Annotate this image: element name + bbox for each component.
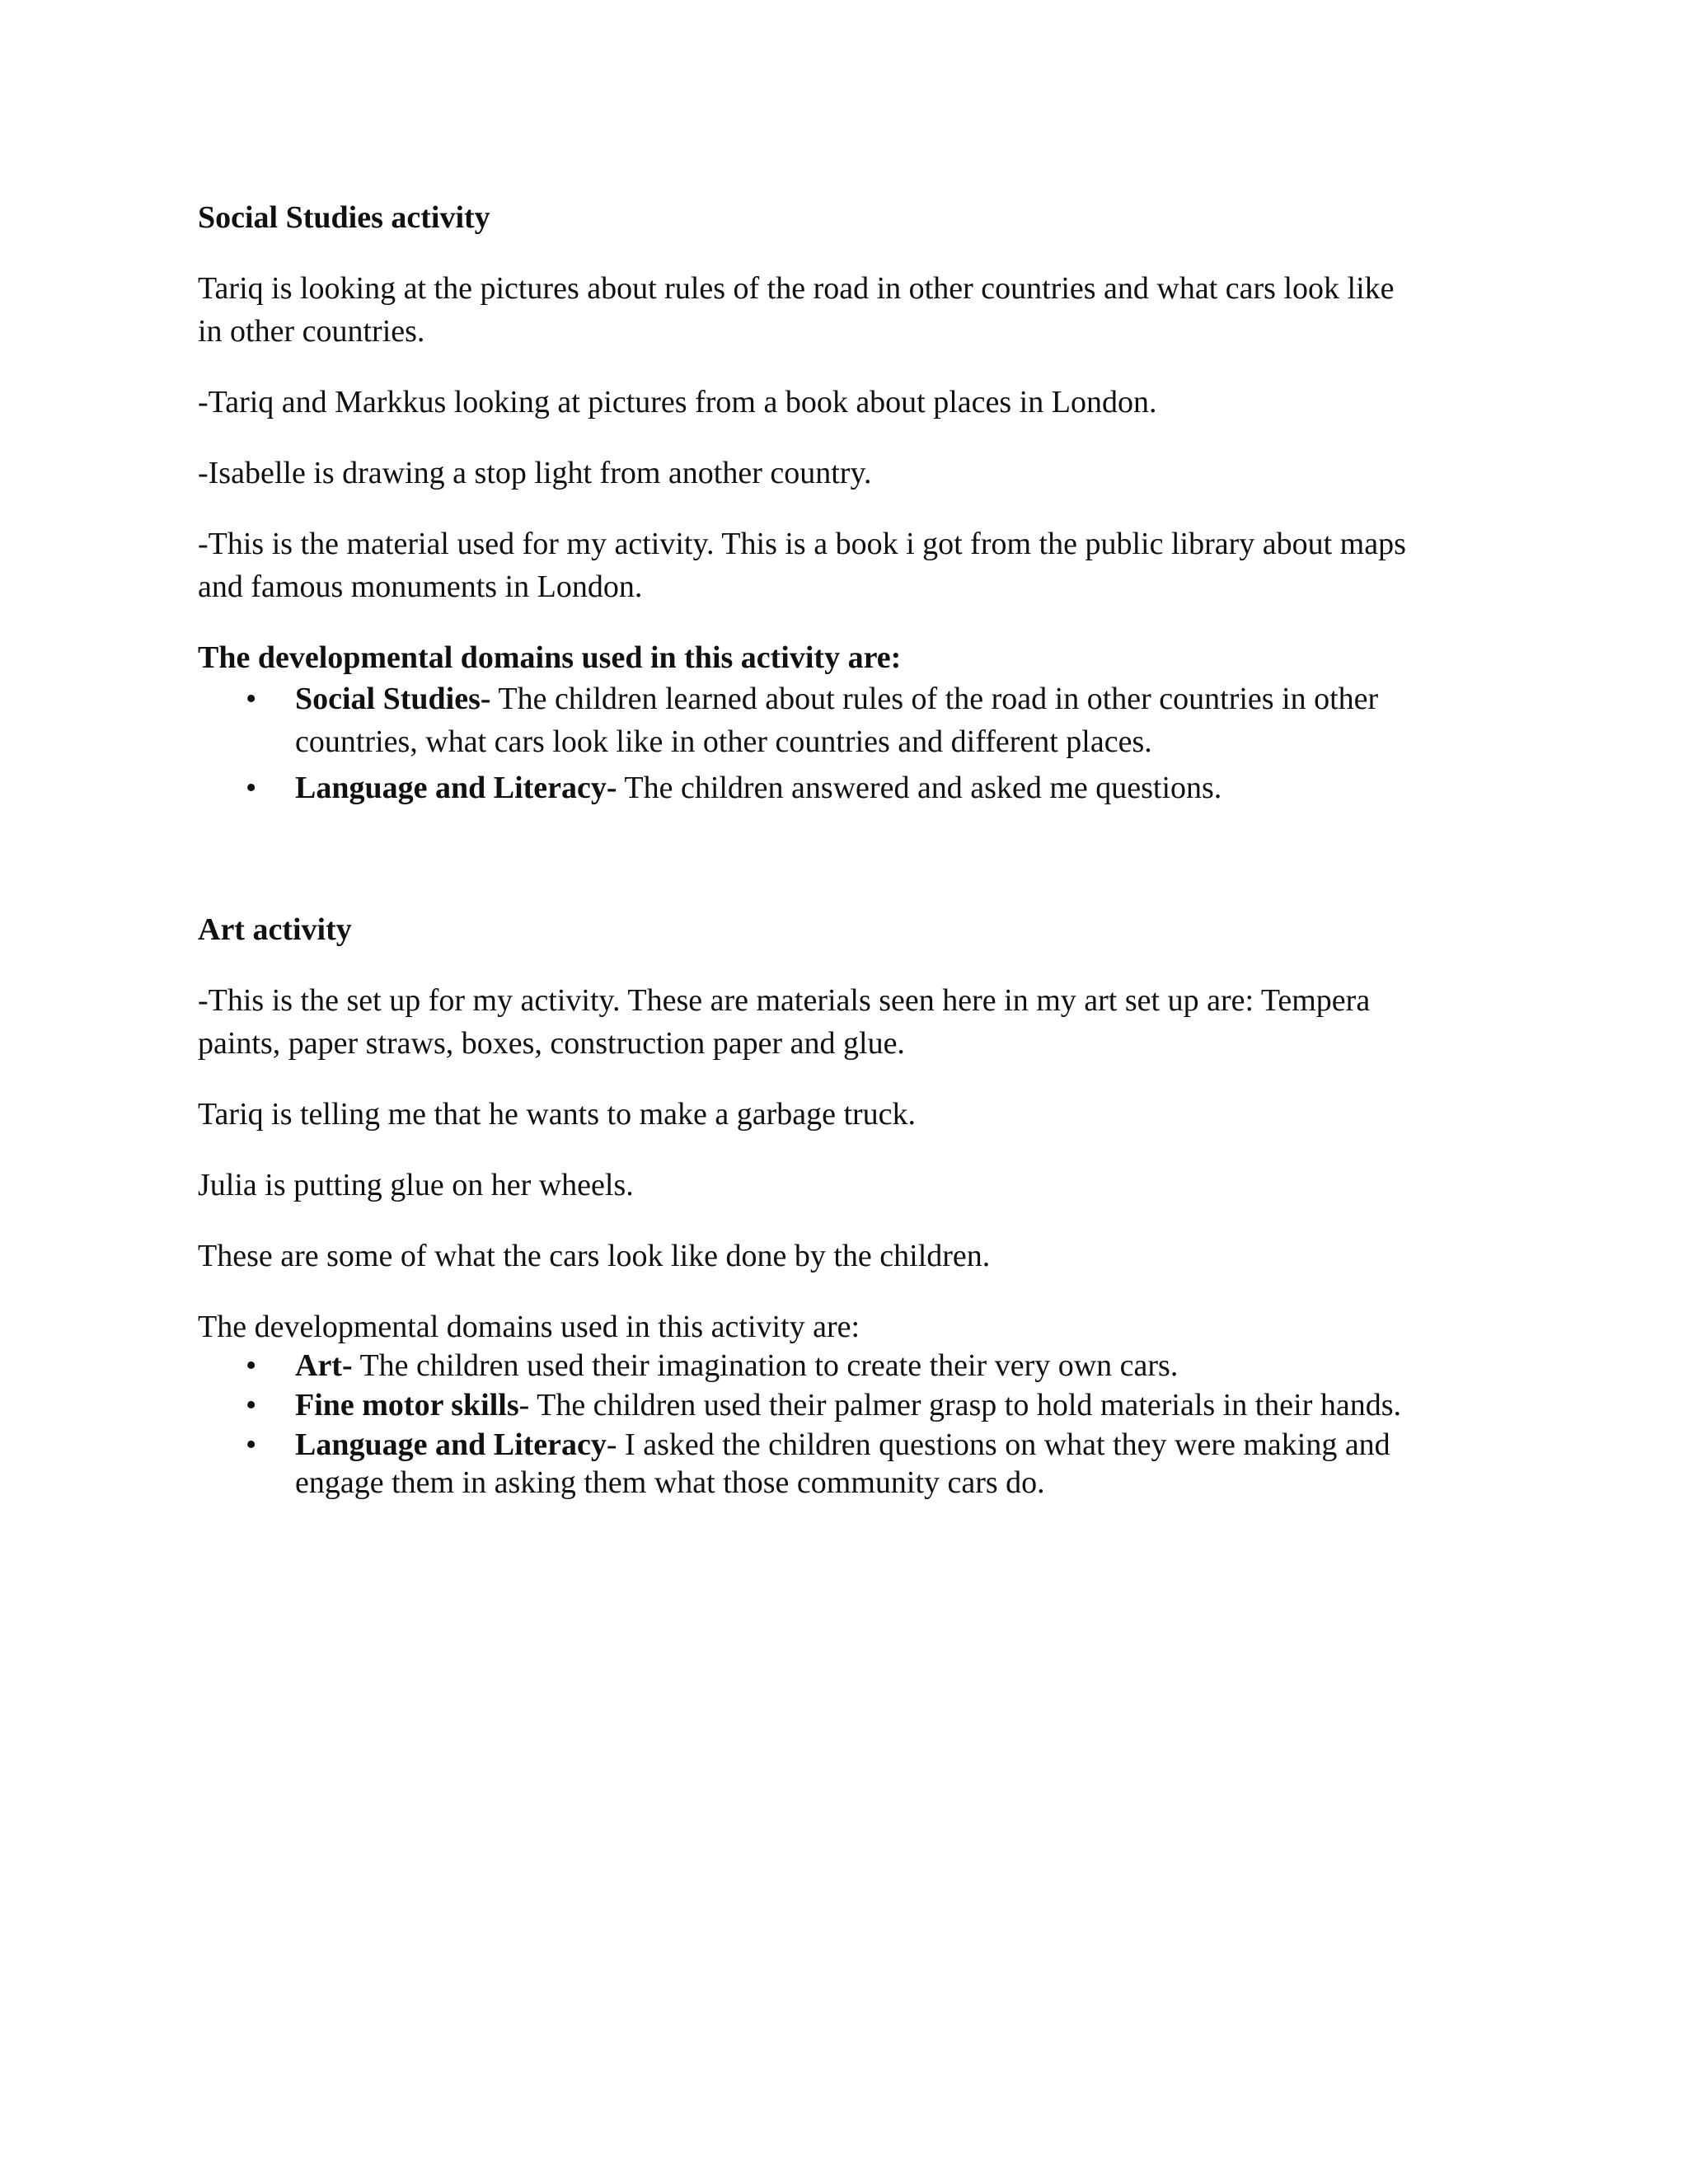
bullet-icon: • [246,682,257,716]
section-heading-art: Art activity [198,912,352,947]
paragraph: -Tariq and Markkus looking at pictures from a book about places in London. [198,385,1157,419]
domains-heading: The developmental domains used in this activity are: [198,640,902,675]
paragraph-line: -This is the set up for my activity. These are materials seen here in my art set up are: Tempera [198,983,1371,1018]
bullet-icon: • [246,1348,257,1383]
paragraph-line: Tariq is looking at the pictures about rules of the road in other countries and what cars look like [198,271,1395,306]
list-item-label: Art- [295,1348,353,1383]
paragraph: Tariq is telling me that he wants to make a garbage truck. [198,1097,917,1132]
paragraph-line: paints, paper straws, boxes, construction paper and glue. [198,1026,905,1061]
paragraph: These are some of what the cars look like done by the children. [198,1239,991,1273]
list-item-text: - I asked the children questions on what they were making and [606,1427,1390,1462]
list-item-text: The children learned about rules of the road in other countries in other [490,682,1379,716]
list-item-label: Language and Literacy- [295,771,617,805]
paragraph-line: and famous monuments in London. [198,569,643,604]
bullet-icon: • [246,1388,257,1422]
list-item-label: Fine motor skills [295,1388,519,1422]
paragraph-line: -This is the material used for my activity. This is a book i got from the public library about maps [198,527,1406,561]
list-item-label: Language and Literacy [295,1427,607,1462]
list-item-text: engage them in asking them what those community cars do. [295,1465,1045,1500]
document-page [198,0,1500,2184]
paragraph: -Isabelle is drawing a stop light from another country. [198,456,872,490]
bullet-icon: • [246,771,257,805]
list-item-text: countries, what cars look like in other countries and different places. [295,724,1152,759]
paragraph: Julia is putting glue on her wheels. [198,1168,634,1202]
section-heading-social-studies: Social Studies activity [198,200,490,235]
list-item-text: The children used their imagination to create their very own cars. [352,1348,1179,1383]
domains-heading: The developmental domains used in this activity are: [198,1310,860,1344]
list-item-label: Social Studies- [295,682,491,716]
list-item-text: - The children used their palmer grasp to hold materials in their hands. [518,1388,1402,1422]
paragraph-line: in other countries. [198,314,425,349]
bullet-icon: • [246,1427,257,1462]
list-item-text: The children answered and asked me questions. [617,771,1222,805]
